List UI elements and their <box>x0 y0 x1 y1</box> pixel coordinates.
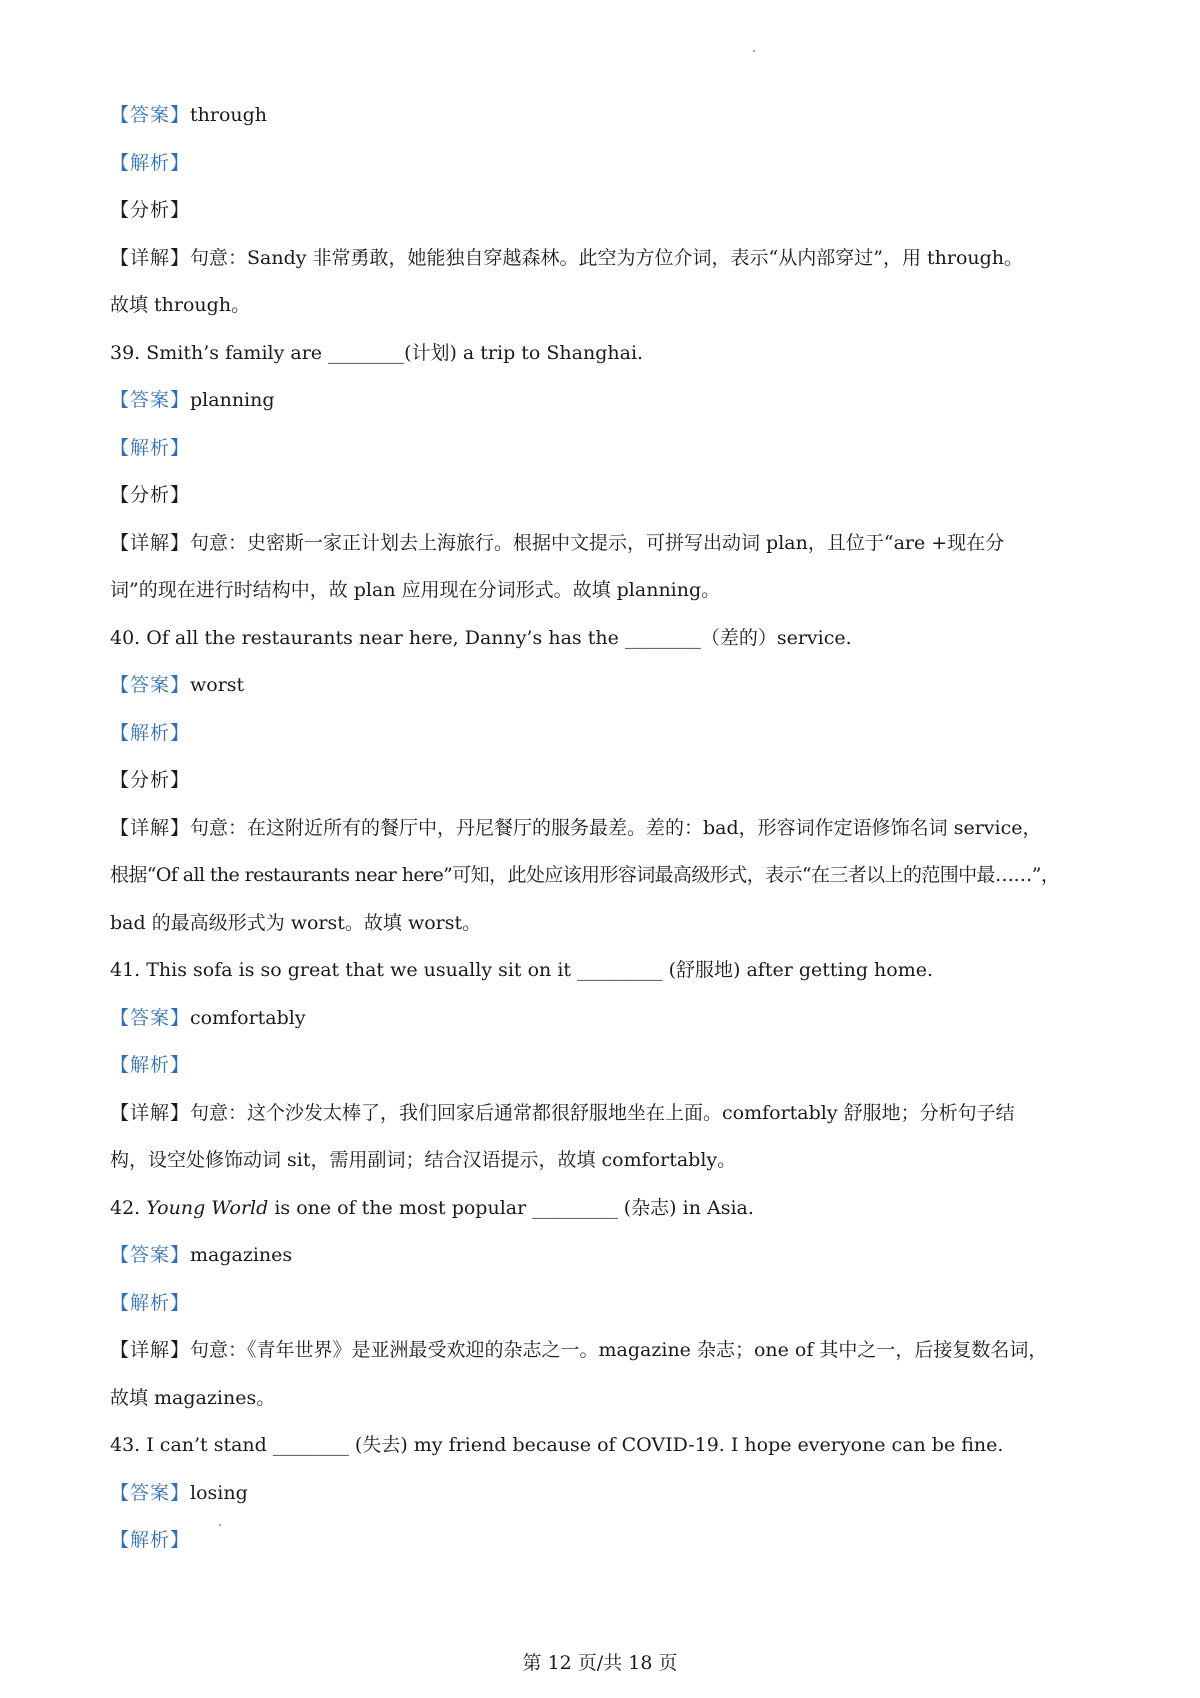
detail-text: 句意：这个沙发太棒了，我们回家后通常都很舒服地坐在上面。comfortably 舒服地；分析句子结 <box>190 1101 1015 1124</box>
answer-line <box>110 92 1100 140</box>
detail-label: 【详解】 <box>110 1101 191 1124</box>
magazine-title: Young World <box>146 1196 269 1219</box>
analysis-label: 【解析】 <box>110 1054 191 1076</box>
question-line <box>110 1422 1100 1470</box>
detail-label: 【详解】 <box>110 246 191 269</box>
breakdown-label: 【分析】 <box>110 484 191 506</box>
question-text: is one of the most popular _________ (杂志) in Asia. <box>274 1196 754 1219</box>
detail-label: 【详解】 <box>110 816 191 839</box>
detail-line <box>110 567 1100 615</box>
detail-line <box>110 805 1100 853</box>
detail-line <box>110 900 1100 948</box>
answer-text: through <box>190 104 268 126</box>
question-line <box>110 330 1100 378</box>
analysis-line <box>110 140 1100 188</box>
answer-label: 【答案】 <box>110 1006 191 1029</box>
analysis-line <box>110 1280 1100 1328</box>
question-line <box>110 947 1100 995</box>
answer-line <box>110 377 1100 425</box>
answer-text: worst <box>190 674 245 696</box>
detail-text: 句意：《青年世界》是亚洲最受欢迎的杂志之一。magazine 杂志；one of 其中之一，后接复数名词， <box>190 1339 1048 1361</box>
question-number: 42. <box>110 1196 141 1219</box>
detail-line <box>110 1327 1100 1375</box>
question-line <box>110 1185 1100 1233</box>
answer-text: comfortably <box>190 1006 306 1029</box>
answer-line <box>110 995 1100 1043</box>
analysis-line <box>110 710 1100 758</box>
analysis-line <box>110 1042 1100 1090</box>
detail-text: 词”的现在进行时结构中，故 plan 应用现在分词形式。故填 planning。 <box>110 579 721 601</box>
question-text: 43. I can’t stand ________ (失去) my friend because of COVID-19. I hope everyone can be fine. <box>110 1434 1004 1456</box>
detail-text: 故填 magazines。 <box>110 1386 276 1409</box>
document-page <box>110 92 1100 1565</box>
question-text: 41. This sofa is so great that we usually sit on it _________ (舒服地) after getting home. <box>110 959 934 981</box>
answer-text: planning <box>190 389 275 411</box>
breakdown-line <box>110 472 1100 520</box>
breakdown-line <box>110 187 1100 235</box>
detail-text: 根据“Of all the restaurants near here”可知，此处应该用形容词最高级形式，表示“在三者以上的范围中最……”， <box>110 864 1060 886</box>
answer-line <box>110 1232 1100 1280</box>
detail-line <box>110 1090 1100 1138</box>
detail-text: 句意：Sandy 非常勇敢，她能独自穿越森林。此空为方位介词，表示“从内部穿过”，用 through。 <box>190 246 1024 269</box>
answer-label: 【答案】 <box>110 674 191 696</box>
breakdown-label: 【分析】 <box>110 199 191 221</box>
detail-label: 【详解】 <box>110 1339 191 1361</box>
question-line <box>110 615 1100 663</box>
detail-text: 句意：史密斯一家正计划去上海旅行。根据中文提示，可拼写出动词 plan，且位于“are +现在分 <box>190 531 1005 554</box>
analysis-line <box>110 425 1100 473</box>
detail-text: bad 的最高级形式为 worst。故填 worst。 <box>110 911 482 934</box>
detail-line <box>110 1375 1100 1423</box>
analysis-label: 【解析】 <box>110 721 191 744</box>
analysis-label: 【解析】 <box>110 1529 191 1551</box>
scan-speck <box>753 50 755 52</box>
answer-label: 【答案】 <box>110 1481 191 1504</box>
detail-line <box>110 852 1100 900</box>
detail-line <box>110 520 1100 568</box>
detail-line <box>110 235 1100 283</box>
question-text: 39. Smith’s family are ________(计划) a trip to Shanghai. <box>110 341 644 364</box>
question-text: 40. Of all the restaurants near here, Danny’s has the ________（差的）service. <box>110 626 852 649</box>
detail-label: 【详解】 <box>110 531 191 554</box>
analysis-line <box>110 1517 1100 1565</box>
answer-text: magazines <box>190 1244 293 1266</box>
answer-text: losing <box>190 1481 248 1504</box>
answer-label: 【答案】 <box>110 389 191 411</box>
detail-line <box>110 1137 1100 1185</box>
answer-line <box>110 1470 1100 1518</box>
detail-line <box>110 282 1100 330</box>
answer-label: 【答案】 <box>110 1244 191 1266</box>
detail-text: 故填 through。 <box>110 294 251 316</box>
answer-line <box>110 662 1100 710</box>
analysis-label: 【解析】 <box>110 436 191 459</box>
breakdown-line <box>110 757 1100 805</box>
detail-text: 构，设空处修饰动词 sit，需用副词；结合汉语提示，故填 comfortably。 <box>110 1149 737 1171</box>
breakdown-label: 【分析】 <box>110 769 191 791</box>
analysis-label: 【解析】 <box>110 151 191 174</box>
detail-text: 句意：在这附近所有的餐厅中，丹尼餐厅的服务最差。差的：bad，形容词作定语修饰名词 service， <box>190 816 1042 839</box>
analysis-label: 【解析】 <box>110 1291 191 1314</box>
answer-label: 【答案】 <box>110 104 191 126</box>
page-footer: 第 12 页/共 18 页 <box>522 1652 678 1674</box>
